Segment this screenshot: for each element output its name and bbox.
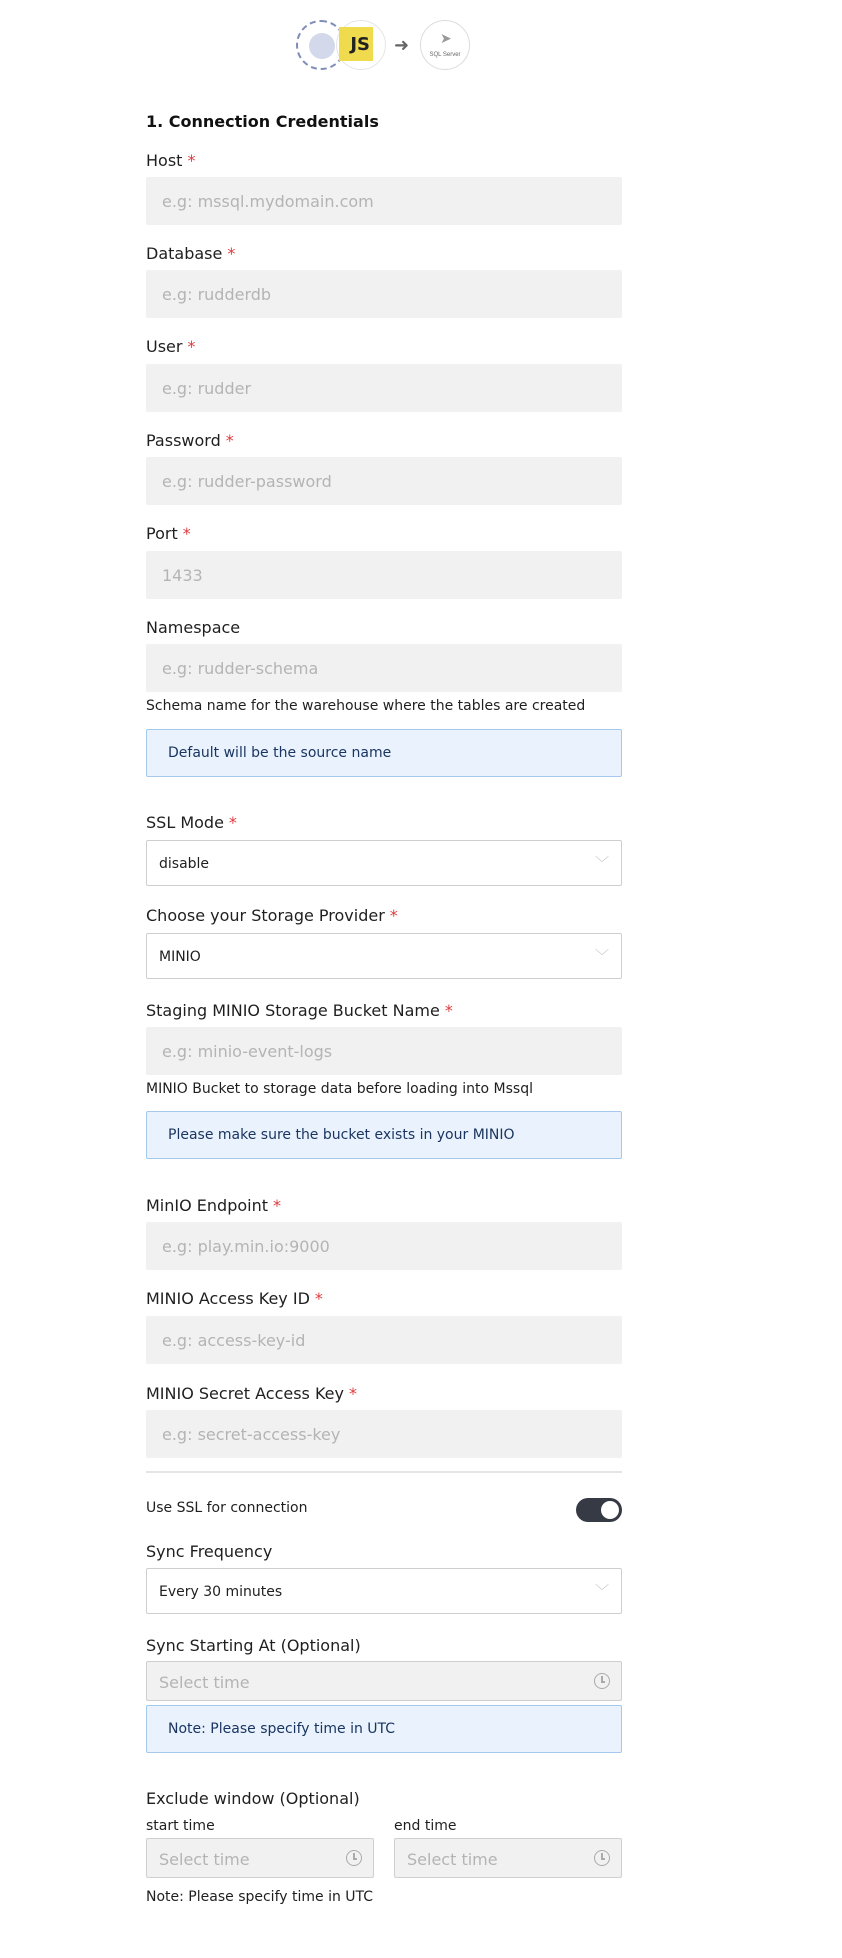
clock-icon [346,1850,362,1866]
sync-start-time-input[interactable]: Select time [146,1661,622,1701]
password-label: Password * [146,431,234,450]
destination-label: SQL Server [429,52,461,58]
toggle-knob [601,1501,619,1519]
javascript-source-icon [336,20,386,70]
sql-server-logo-icon: ➤ [440,31,452,47]
section-title: 1. Connection Credentials [146,112,379,131]
secret-key-label: MINIO Secret Access Key * [146,1384,357,1403]
end-time-label: end time [394,1818,457,1834]
use-ssl-toggle[interactable] [576,1498,622,1522]
endpoint-input[interactable]: e.g: play.min.io:9000 [146,1222,622,1270]
exclude-window-note: Note: Please specify time in UTC [146,1889,374,1905]
database-label: Database * [146,244,236,263]
sync-start-label: Sync Starting At (Optional) [146,1636,361,1655]
namespace-note: Default will be the source name [146,729,622,777]
ssl-mode-label: SSL Mode * [146,813,237,832]
access-key-input[interactable]: e.g: access-key-id [146,1316,622,1364]
arrow-right-icon: ➜ [394,35,410,56]
use-ssl-label: Use SSL for connection [146,1500,308,1516]
port-label: Port * [146,524,191,543]
connection-header [296,20,476,72]
exclude-end-time-input[interactable]: Select time [394,1838,622,1878]
password-input[interactable]: e.g: rudder-password [146,457,622,505]
js-badge: JS [339,27,373,61]
endpoint-label: MinIO Endpoint * [146,1196,281,1215]
sync-frequency-label: Sync Frequency [146,1542,273,1561]
namespace-label: Namespace [146,618,241,637]
bucket-label: Staging MINIO Storage Bucket Name * [146,1001,453,1020]
storage-provider-label: Choose your Storage Provider * [146,906,398,925]
user-input[interactable]: e.g: rudder [146,364,622,412]
clock-icon [594,1850,610,1866]
chevron-down-icon: ﹀ [595,949,609,965]
database-input[interactable]: e.g: rudderdb [146,270,622,318]
host-input[interactable]: e.g: mssql.mydomain.com [146,177,622,225]
bucket-input[interactable]: e.g: minio-event-logs [146,1027,622,1075]
port-input[interactable]: 1433 [146,551,622,599]
storage-provider-select[interactable]: MINIO ﹀ [146,933,622,979]
start-time-label: start time [146,1818,215,1834]
chevron-down-icon: ﹀ [595,856,609,872]
namespace-helper: Schema name for the warehouse where the tables are created [146,698,586,714]
host-label: Host * [146,151,196,170]
sync-start-note: Note: Please specify time in UTC [146,1705,622,1753]
exclude-window-label: Exclude window (Optional) [146,1789,360,1808]
bucket-helper: MINIO Bucket to storage data before loading into Mssql [146,1081,533,1097]
sql-server-icon [420,20,470,70]
divider [146,1471,622,1473]
sync-frequency-select[interactable]: Every 30 minutes ﹀ [146,1568,622,1614]
chevron-down-icon: ﹀ [595,1584,609,1600]
user-label: User * [146,337,196,356]
access-key-label: MINIO Access Key ID * [146,1289,323,1308]
exclude-start-time-input[interactable]: Select time [146,1838,374,1878]
bucket-note: Please make sure the bucket exists in your MINIO [146,1111,622,1159]
ssl-mode-select[interactable]: disable ﹀ [146,840,622,886]
namespace-input[interactable]: e.g: rudder-schema [146,644,622,692]
secret-key-input[interactable]: e.g: secret-access-key [146,1410,622,1458]
clock-icon [594,1673,610,1689]
